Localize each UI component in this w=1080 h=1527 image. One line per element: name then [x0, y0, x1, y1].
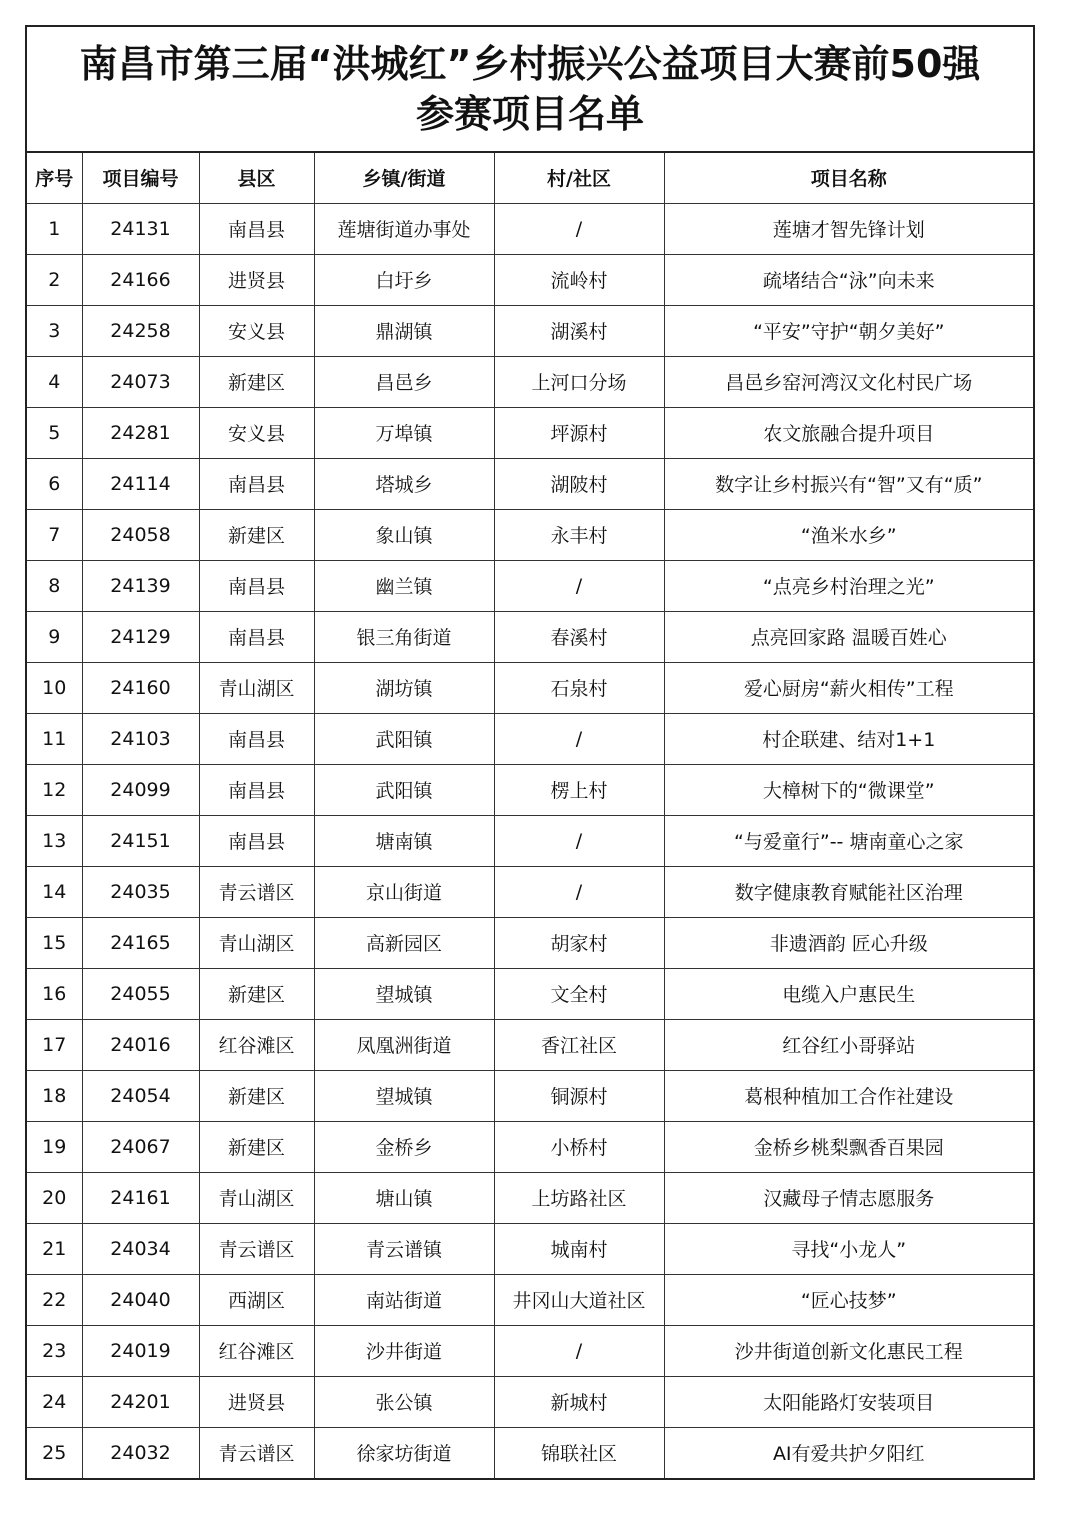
cell-seq: 24: [27, 1376, 82, 1427]
cell-code: 24281: [82, 407, 199, 458]
cell-town: 湖坊镇: [314, 662, 494, 713]
project-list-sheet: [25, 25, 1035, 1480]
table-row: [27, 1325, 1033, 1376]
cell-seq: 22: [27, 1274, 82, 1325]
cell-seq: 2: [27, 254, 82, 305]
cell-code: 24073: [82, 356, 199, 407]
table-row: [27, 1427, 1033, 1478]
table-row: [27, 1121, 1033, 1172]
cell-code: 24099: [82, 764, 199, 815]
cell-seq: 1: [27, 203, 82, 254]
cell-village: /: [494, 866, 664, 917]
cell-code: 24258: [82, 305, 199, 356]
cell-project-name: 疏堵结合“泳”向未来: [664, 254, 1033, 305]
cell-town: 京山街道: [314, 866, 494, 917]
cell-project-name: 汉藏母子情志愿服务: [664, 1172, 1033, 1223]
cell-town: 望城镇: [314, 1070, 494, 1121]
cell-seq: 18: [27, 1070, 82, 1121]
cell-project-name: AI有爱共护夕阳红: [664, 1427, 1033, 1478]
cell-county: 青云谱区: [199, 1223, 314, 1274]
table-row: [27, 560, 1033, 611]
cell-project-name: 大樟树下的“微课堂”: [664, 764, 1033, 815]
table-row: [27, 713, 1033, 764]
cell-county: 红谷滩区: [199, 1325, 314, 1376]
cell-code: 24067: [82, 1121, 199, 1172]
cell-town: 塘南镇: [314, 815, 494, 866]
cell-village: /: [494, 560, 664, 611]
cell-town: 幽兰镇: [314, 560, 494, 611]
cell-code: 24129: [82, 611, 199, 662]
cell-code: 24019: [82, 1325, 199, 1376]
cell-county: 南昌县: [199, 611, 314, 662]
cell-project-name: 数字健康教育赋能社区治理: [664, 866, 1033, 917]
cell-county: 青云谱区: [199, 866, 314, 917]
cell-village: 城南村: [494, 1223, 664, 1274]
cell-project-name: 农文旅融合提升项目: [664, 407, 1033, 458]
cell-seq: 6: [27, 458, 82, 509]
cell-county: 南昌县: [199, 764, 314, 815]
cell-code: 24054: [82, 1070, 199, 1121]
cell-county: 新建区: [199, 509, 314, 560]
cell-project-name: “平安”守护“朝夕美好”: [664, 305, 1033, 356]
cell-seq: 25: [27, 1427, 82, 1478]
cell-county: 南昌县: [199, 713, 314, 764]
cell-town: 白圩乡: [314, 254, 494, 305]
cell-village: /: [494, 815, 664, 866]
header-seq: 序号: [27, 153, 82, 203]
table-row: [27, 968, 1033, 1019]
table-row: [27, 1376, 1033, 1427]
cell-project-name: 数字让乡村振兴有“智”又有“质”: [664, 458, 1033, 509]
cell-village: 小桥村: [494, 1121, 664, 1172]
cell-code: 24040: [82, 1274, 199, 1325]
header-county: 县区: [199, 153, 314, 203]
header-name: 项目名称: [664, 153, 1033, 203]
cell-code: 24016: [82, 1019, 199, 1070]
table-row: [27, 458, 1033, 509]
cell-town: 武阳镇: [314, 764, 494, 815]
cell-town: 望城镇: [314, 968, 494, 1019]
cell-village: 锦联社区: [494, 1427, 664, 1478]
cell-code: 24165: [82, 917, 199, 968]
cell-code: 24032: [82, 1427, 199, 1478]
cell-town: 塘山镇: [314, 1172, 494, 1223]
cell-seq: 5: [27, 407, 82, 458]
cell-project-name: 村企联建、结对1+1: [664, 713, 1033, 764]
cell-seq: 16: [27, 968, 82, 1019]
cell-seq: 23: [27, 1325, 82, 1376]
cell-town: 昌邑乡: [314, 356, 494, 407]
table-row: [27, 1019, 1033, 1070]
cell-village: 春溪村: [494, 611, 664, 662]
cell-county: 南昌县: [199, 458, 314, 509]
cell-county: 进贤县: [199, 1376, 314, 1427]
table-row: [27, 1070, 1033, 1121]
cell-code: 24055: [82, 968, 199, 1019]
cell-county: 青山湖区: [199, 662, 314, 713]
cell-town: 南站街道: [314, 1274, 494, 1325]
cell-town: 武阳镇: [314, 713, 494, 764]
cell-town: 塔城乡: [314, 458, 494, 509]
header-code: 项目编号: [82, 153, 199, 203]
cell-project-name: 莲塘才智先锋计划: [664, 203, 1033, 254]
cell-code: 24035: [82, 866, 199, 917]
cell-project-name: 红谷红小哥驿站: [664, 1019, 1033, 1070]
header-village: 村/社区: [494, 153, 664, 203]
cell-village: 新城村: [494, 1376, 664, 1427]
cell-village: /: [494, 713, 664, 764]
cell-seq: 10: [27, 662, 82, 713]
cell-project-name: “与爱童行”-- 塘南童心之家: [664, 815, 1033, 866]
cell-seq: 19: [27, 1121, 82, 1172]
cell-seq: 20: [27, 1172, 82, 1223]
cell-village: 上河口分场: [494, 356, 664, 407]
header-town: 乡镇/街道: [314, 153, 494, 203]
cell-code: 24114: [82, 458, 199, 509]
cell-seq: 8: [27, 560, 82, 611]
cell-county: 安义县: [199, 305, 314, 356]
cell-county: 青云谱区: [199, 1427, 314, 1478]
page-title-line1: 南昌市第三届“洪城红”乡村振兴公益项目大赛前50强: [79, 42, 981, 86]
cell-project-name: 寻找“小龙人”: [664, 1223, 1033, 1274]
cell-town: 凤凰洲街道: [314, 1019, 494, 1070]
cell-code: 24201: [82, 1376, 199, 1427]
table-row: [27, 1274, 1033, 1325]
table-row: [27, 662, 1033, 713]
cell-town: 银三角街道: [314, 611, 494, 662]
cell-code: 24103: [82, 713, 199, 764]
cell-county: 南昌县: [199, 560, 314, 611]
cell-town: 沙井街道: [314, 1325, 494, 1376]
cell-seq: 12: [27, 764, 82, 815]
cell-seq: 3: [27, 305, 82, 356]
cell-village: 井冈山大道社区: [494, 1274, 664, 1325]
cell-seq: 13: [27, 815, 82, 866]
cell-town: 莲塘街道办事处: [314, 203, 494, 254]
table-row: [27, 305, 1033, 356]
cell-town: 鼎湖镇: [314, 305, 494, 356]
cell-county: 新建区: [199, 1070, 314, 1121]
cell-county: 新建区: [199, 356, 314, 407]
table-body: [27, 203, 1033, 1478]
cell-county: 青山湖区: [199, 1172, 314, 1223]
cell-seq: 14: [27, 866, 82, 917]
cell-village: 香江社区: [494, 1019, 664, 1070]
cell-town: 青云谱镇: [314, 1223, 494, 1274]
cell-project-name: 沙井街道创新文化惠民工程: [664, 1325, 1033, 1376]
project-table: [27, 153, 1033, 1478]
cell-seq: 15: [27, 917, 82, 968]
cell-county: 安义县: [199, 407, 314, 458]
cell-project-name: 金桥乡桃梨飘香百果园: [664, 1121, 1033, 1172]
table-row: [27, 407, 1033, 458]
cell-town: 万埠镇: [314, 407, 494, 458]
table-row: [27, 356, 1033, 407]
cell-county: 新建区: [199, 968, 314, 1019]
cell-project-name: 爱心厨房“薪火相传”工程: [664, 662, 1033, 713]
cell-code: 24161: [82, 1172, 199, 1223]
cell-code: 24151: [82, 815, 199, 866]
cell-county: 新建区: [199, 1121, 314, 1172]
table-row: [27, 866, 1033, 917]
cell-seq: 9: [27, 611, 82, 662]
cell-village: 楞上村: [494, 764, 664, 815]
cell-seq: 11: [27, 713, 82, 764]
table-row: [27, 1172, 1033, 1223]
title-block: [27, 27, 1033, 153]
cell-project-name: 电缆入户惠民生: [664, 968, 1033, 1019]
cell-project-name: 点亮回家路 温暖百姓心: [664, 611, 1033, 662]
cell-project-name: “点亮乡村治理之光”: [664, 560, 1033, 611]
cell-project-name: 非遗酒韵 匠心升级: [664, 917, 1033, 968]
cell-county: 南昌县: [199, 203, 314, 254]
cell-seq: 17: [27, 1019, 82, 1070]
cell-village: 永丰村: [494, 509, 664, 560]
cell-village: 上坊路社区: [494, 1172, 664, 1223]
cell-project-name: 葛根种植加工合作社建设: [664, 1070, 1033, 1121]
table-row: [27, 815, 1033, 866]
cell-village: /: [494, 1325, 664, 1376]
cell-town: 金桥乡: [314, 1121, 494, 1172]
cell-village: 铜源村: [494, 1070, 664, 1121]
cell-project-name: “匠心技梦”: [664, 1274, 1033, 1325]
cell-town: 张公镇: [314, 1376, 494, 1427]
cell-project-name: 昌邑乡窑河湾汉文化村民广场: [664, 356, 1033, 407]
cell-county: 西湖区: [199, 1274, 314, 1325]
table-header-row: [27, 153, 1033, 203]
cell-code: 24058: [82, 509, 199, 560]
cell-village: 湖溪村: [494, 305, 664, 356]
table-row: [27, 203, 1033, 254]
cell-code: 24131: [82, 203, 199, 254]
cell-county: 青山湖区: [199, 917, 314, 968]
table-row: [27, 611, 1033, 662]
cell-county: 红谷滩区: [199, 1019, 314, 1070]
cell-village: 石泉村: [494, 662, 664, 713]
cell-county: 进贤县: [199, 254, 314, 305]
cell-village: 流岭村: [494, 254, 664, 305]
cell-code: 24166: [82, 254, 199, 305]
table-row: [27, 254, 1033, 305]
cell-town: 象山镇: [314, 509, 494, 560]
cell-code: 24034: [82, 1223, 199, 1274]
cell-village: /: [494, 203, 664, 254]
cell-seq: 4: [27, 356, 82, 407]
page-title-line2: 参赛项目名单: [415, 92, 644, 136]
cell-code: 24160: [82, 662, 199, 713]
table-row: [27, 1223, 1033, 1274]
table-row: [27, 764, 1033, 815]
cell-town: 高新园区: [314, 917, 494, 968]
cell-village: 坪源村: [494, 407, 664, 458]
cell-seq: 7: [27, 509, 82, 560]
cell-village: 湖陂村: [494, 458, 664, 509]
cell-village: 胡家村: [494, 917, 664, 968]
cell-village: 文全村: [494, 968, 664, 1019]
cell-county: 南昌县: [199, 815, 314, 866]
cell-project-name: “渔米水乡”: [664, 509, 1033, 560]
table-row: [27, 509, 1033, 560]
cell-seq: 21: [27, 1223, 82, 1274]
cell-code: 24139: [82, 560, 199, 611]
cell-project-name: 太阳能路灯安装项目: [664, 1376, 1033, 1427]
cell-town: 徐家坊街道: [314, 1427, 494, 1478]
table-row: [27, 917, 1033, 968]
